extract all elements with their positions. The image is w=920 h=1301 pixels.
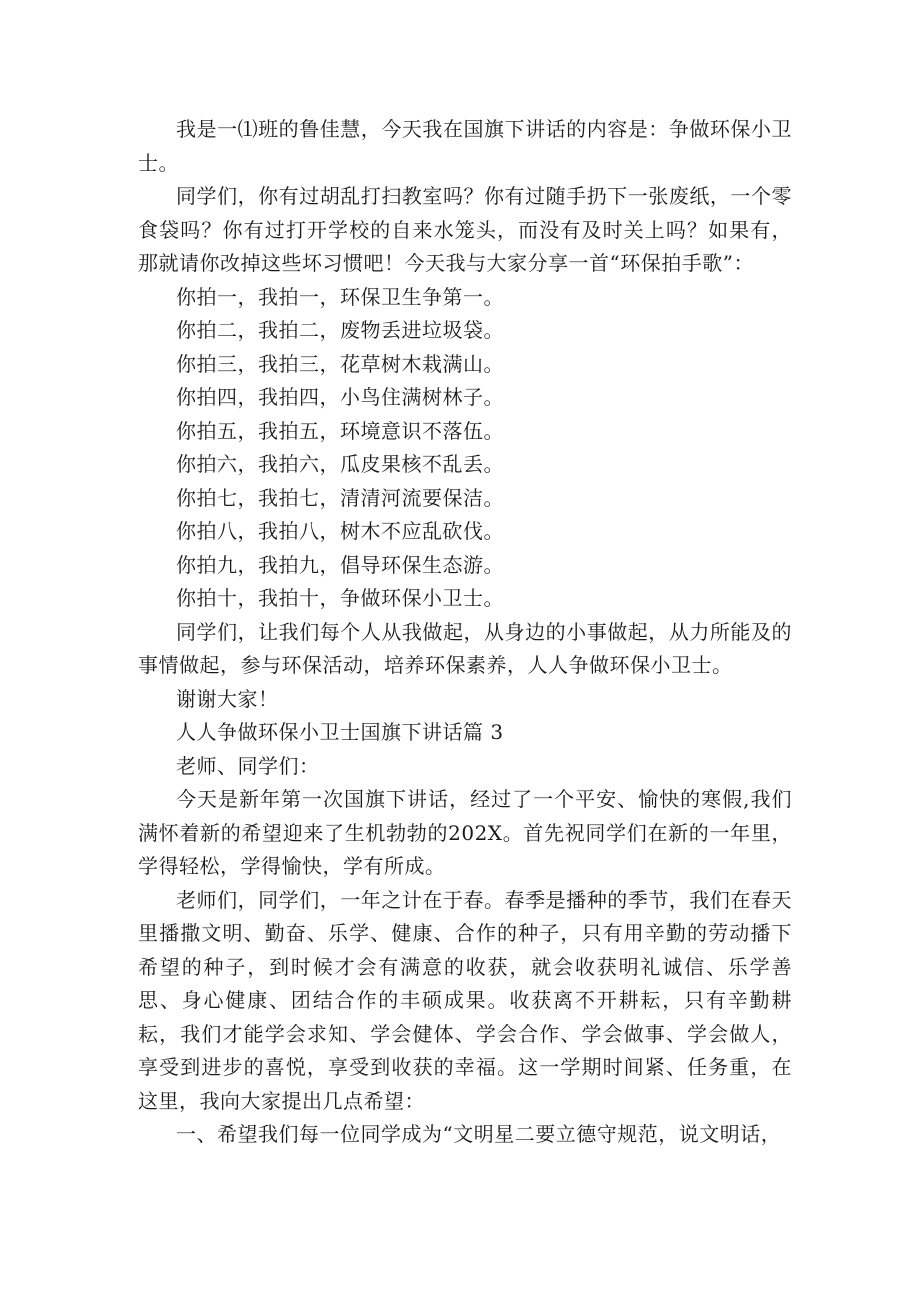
paragraph-questions: 同学们，你有过胡乱打扫教室吗？你有过随手扔下一张废纸，一个零食袋吗？你有过打开学校的自来水笼头，而没有及时关上吗？如果有，那就请你改掉这些坏习惯吧！今天我与大家分享一首“环保拍手歌”： <box>138 184 792 275</box>
song-line-9: 你拍九，我拍九，倡导环保生态游。 <box>176 552 504 577</box>
song-line-8: 你拍八，我拍八，树木不应乱砍伐。 <box>176 519 504 543</box>
paragraph-spring: 老师们，同学们，一年之计在于春。春季是播种的季节，我们在春天里播撒文明、勤奋、乐学、健康、合作的种子，只有用辛勤的劳动播下希望的种子，到时候才会有满意的收获，就会收获明礼诚信、乐学善思、身心健康、团结合作的丰硕成果。收获离不开耕耘，只有辛勤耕耘，我们才能学会求知、学会健体、学会合作、学会做事、学会做人，享受到进步的喜悦，享受到收获的幸福。这一学期时间紧、任务重，在这里，我向大家提出几点希望： <box>138 887 792 1113</box>
song-line-4: 你拍四，我拍四，小鸟住满树林子。 <box>176 385 504 409</box>
song-line-5: 你拍五，我拍五，环境意识不落伍。 <box>176 418 504 443</box>
song-line-1: 你拍一，我拍一，环保卫生争第一。 <box>176 284 504 309</box>
song-line-2: 你拍二，我拍二，废物丢进垃圾袋。 <box>176 318 504 342</box>
song-line-7: 你拍七，我拍七，清清河流要保洁。 <box>176 485 504 510</box>
paragraph-intro: 我是一⑴班的鲁佳慧，今天我在国旗下讲话的内容是：争做环保小卫士。 <box>138 117 792 175</box>
song-line-10: 你拍十，我拍十，争做环保小卫士。 <box>176 586 504 610</box>
document-body <box>138 113 792 1152</box>
song-line-3: 你拍三，我拍三，花草树木栽满山。 <box>176 351 504 376</box>
salutation: 老师、同学们： <box>176 753 320 778</box>
paragraph-hope-1: 一、希望我们每一位同学成为“文明星二要立德守规范，说文明话， <box>176 1122 782 1146</box>
paragraph-call-to-action: 同学们，让我们每个人从我做起，从身边的小事做起，从力所能及的事情做起，参与环保活动，培养环保素养，人人争做环保小卫士。 <box>138 619 792 677</box>
song-line-6: 你拍六，我拍六，瓜皮果核不乱丢。 <box>176 452 504 476</box>
section-title: 人人争做环保小卫士国旗下讲话篇 3 <box>176 720 504 744</box>
paragraph-thanks: 谢谢大家！ <box>176 686 279 711</box>
paragraph-new-year: 今天是新年第一次国旗下讲话，经过了一个平安、愉快的寒假,我们满怀着新的希望迎来了生机勃勃的202X。首先祝同学们在新的一年里，学得轻松，学得愉快，学有所成。 <box>138 787 792 878</box>
